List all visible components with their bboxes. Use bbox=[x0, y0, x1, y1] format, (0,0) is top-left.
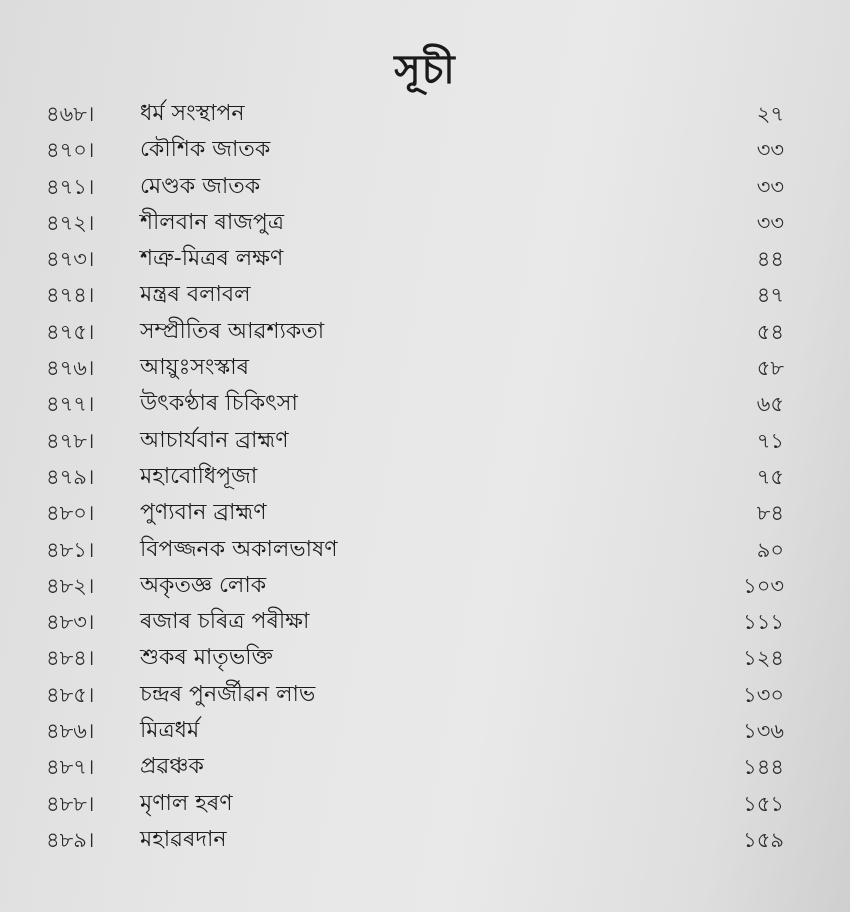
story-title: চন্দ্ৰৰ পুনৰ্জীৱন লাভ bbox=[140, 681, 316, 707]
toc-entry bbox=[0, 786, 850, 822]
story-number: ৪৭৫। bbox=[46, 319, 95, 344]
story-number: ৪৬৮। bbox=[46, 102, 95, 126]
page-number: ৭১ bbox=[756, 428, 784, 453]
story-title: মেণ্ডক জাতক bbox=[140, 173, 261, 199]
page-number: ৫৮ bbox=[756, 356, 784, 381]
story-number: ৪৮৩। bbox=[46, 610, 95, 635]
toc-entry bbox=[0, 205, 850, 241]
toc-entry bbox=[0, 96, 850, 132]
toc-entry bbox=[0, 169, 850, 205]
story-title: প্ৰৱঞ্চক bbox=[140, 754, 204, 780]
page-number: ১০৩ bbox=[743, 573, 784, 598]
page-number: ১৩৬ bbox=[743, 719, 784, 744]
page-title: সূচী bbox=[394, 47, 456, 93]
toc-entry bbox=[0, 640, 850, 676]
page-number: ৪৭ bbox=[756, 283, 784, 308]
toc-entry bbox=[0, 568, 850, 604]
story-number: ৪৮০। bbox=[46, 501, 95, 526]
page-number: ৫৪ bbox=[756, 319, 784, 344]
story-number: ৪৮৯। bbox=[46, 827, 95, 852]
page-number: ৪৪ bbox=[756, 247, 784, 272]
story-title: মন্ত্ৰৰ বলাবল bbox=[140, 282, 251, 308]
toc-entry bbox=[0, 277, 850, 313]
page-number: ১৩০ bbox=[743, 682, 784, 707]
story-title: উৎকণ্ঠাৰ চিকিৎসা bbox=[140, 391, 298, 417]
story-number: ৪৭৩। bbox=[46, 247, 95, 272]
toc-entry bbox=[0, 677, 850, 713]
page-number: ৮৪ bbox=[756, 501, 784, 526]
story-number: ৪৮৪। bbox=[46, 646, 95, 671]
story-number: ৪৮৫। bbox=[46, 682, 95, 707]
story-title: কৌশিক জাতক bbox=[140, 137, 271, 163]
page-number: ২৭ bbox=[756, 102, 784, 126]
story-title: ৰজাৰ চৰিত্ৰ পৰীক্ষা bbox=[140, 609, 310, 635]
toc-entry bbox=[0, 132, 850, 168]
story-number: ৪৭৬। bbox=[46, 356, 95, 381]
story-title: ধৰ্ম সংস্থাপন bbox=[140, 101, 245, 126]
story-title: পুণ্যবান ব্ৰাহ্মণ bbox=[140, 500, 267, 526]
page-number: ১৪৪ bbox=[743, 755, 784, 780]
story-title: অকৃতজ্ঞ লোক bbox=[140, 572, 267, 598]
story-title: মহাৱৰদান bbox=[140, 826, 227, 852]
table-of-contents bbox=[0, 96, 850, 858]
story-number: ৪৮২। bbox=[46, 573, 95, 598]
story-number: ৪৭১। bbox=[46, 174, 95, 199]
story-title: আচাৰ্যবান ব্ৰাহ্মণ bbox=[140, 427, 289, 453]
page-number: ১১১ bbox=[743, 610, 784, 635]
page-number: ৩৩ bbox=[756, 174, 784, 199]
page-number: ৭৫ bbox=[756, 464, 784, 489]
toc-entry bbox=[0, 423, 850, 459]
story-number: ৪৭৪। bbox=[46, 283, 95, 308]
toc-entry bbox=[0, 822, 850, 858]
story-number: ৪৭৮। bbox=[46, 428, 95, 453]
page-number: ৩৩ bbox=[756, 138, 784, 163]
toc-entry bbox=[0, 314, 850, 350]
story-title: সম্প্ৰীতিৰ আৱশ্যকতা bbox=[140, 318, 325, 344]
story-number: ৪৮৬। bbox=[46, 719, 95, 744]
page-number: ১৫৯ bbox=[743, 827, 784, 852]
story-number: ৪৭৯। bbox=[46, 464, 95, 489]
story-title: শুকৰ মাতৃভক্তি bbox=[140, 645, 273, 671]
page-number: ১২৪ bbox=[743, 646, 784, 671]
toc-entry bbox=[0, 459, 850, 495]
story-title: শীলবান ৰাজপুত্ৰ bbox=[140, 209, 284, 235]
story-number: ৪৮৮। bbox=[46, 791, 95, 816]
story-number: ৪৮১। bbox=[46, 537, 95, 562]
story-number: ৪৭২। bbox=[46, 210, 95, 235]
story-title: বিপজ্জনক অকালভাষণ bbox=[140, 536, 338, 562]
page-number: ৩৩ bbox=[756, 210, 784, 235]
story-title: শত্ৰু-মিত্ৰৰ লক্ষণ bbox=[140, 246, 284, 272]
toc-entry bbox=[0, 604, 850, 640]
page-number: ৬৫ bbox=[756, 392, 784, 417]
story-title: মৃণাল হৰণ bbox=[140, 790, 233, 816]
story-title: মহাবোধিপূজা bbox=[140, 463, 258, 489]
story-title: আয়ুঃসংস্কাৰ bbox=[140, 355, 249, 381]
page-number: ৯০ bbox=[756, 537, 784, 562]
toc-entry bbox=[0, 749, 850, 785]
toc-entry bbox=[0, 713, 850, 749]
page-number: ১৫১ bbox=[743, 791, 784, 816]
story-number: ৪৭০। bbox=[46, 138, 95, 163]
toc-entry bbox=[0, 241, 850, 277]
story-number: ৪৭৭। bbox=[46, 392, 95, 417]
story-title: মিত্ৰধৰ্ম bbox=[140, 718, 200, 744]
toc-entry bbox=[0, 386, 850, 422]
story-number: ৪৮৭। bbox=[46, 755, 95, 780]
toc-entry bbox=[0, 495, 850, 531]
toc-entry bbox=[0, 532, 850, 568]
toc-entry bbox=[0, 350, 850, 386]
